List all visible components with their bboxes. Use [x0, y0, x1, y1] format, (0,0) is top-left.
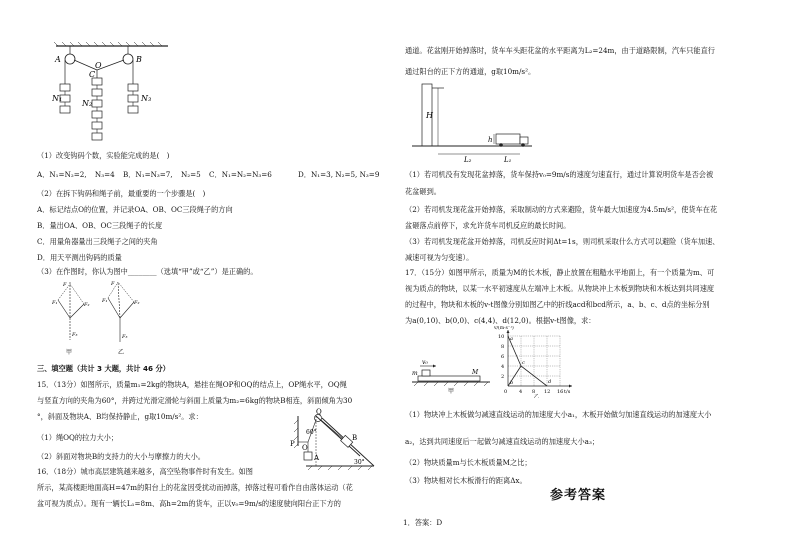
p16-line-2: 所示，某高楼距地面高H=47m的阳台上的花盆因受扰动而掉落，掉落过程可看作自由落体运动（花 [37, 483, 353, 492]
incline-pulley-figure [288, 408, 378, 473]
vt-xtick-12: 12 [544, 389, 551, 395]
q1-text: （1）改变钩码个数，实验能完成的是( ) [37, 151, 170, 160]
p17-line-3: 的过程中，物块和木板的v-t图像分别如图乙中的折线acd和bcd所示，a、b、c、d点的坐标分别 [405, 300, 710, 309]
fig15-o: O [302, 444, 308, 452]
vt-point-c: c [522, 360, 525, 366]
section-heading: 三、填空题（共计 3 大题，共计 46 分） [37, 364, 170, 373]
vt-xaxis-label: t/s [564, 389, 571, 395]
svg-text:F₃: F₃ [122, 334, 128, 340]
vt-point-d: d [548, 379, 552, 385]
caption-yi: 乙 [118, 349, 125, 356]
vt-ytick-8: 8 [501, 344, 505, 350]
p15-line-2: 与竖直方向的夹角为60°，并跨过光滑定滑轮与斜面上质量为m₂=6kg的物块B相连，斜面倾角为30 [37, 396, 353, 405]
vt-xtick-0: 0 [504, 389, 508, 395]
p17-q2: （2）物块质量m与长木板质量M之比； [405, 458, 532, 467]
fig17-v0: v₀ [422, 359, 428, 366]
svg-text:F₂: F₂ [134, 300, 140, 306]
q1-options-abc: A．N₁=N₂=2, N₃=4 B．N₁=N₃=7, N₂=5 C．N₁=N₂=N₃=6 [37, 170, 272, 179]
fig16-L2: L₂ [464, 156, 472, 164]
fig17-M: M [472, 369, 479, 376]
fig15-ang30: 30° [354, 459, 365, 466]
answers-title: 参考答案 [550, 488, 607, 503]
label-b: B [136, 55, 142, 64]
p16-line-1: 16．（18分）城市高层建筑越来越多，高空坠物事件时有发生。如图 [37, 467, 253, 476]
answer-1: 1．答案：D [403, 518, 443, 527]
p16-cont-line-1: 通道。花盆刚开始掉落时，货车车头距花盆的水平距离为L₂=24m，由于道路限制，汽车只能直行 [405, 46, 715, 55]
vt-yaxis-label: v/(m·s⁻¹) [494, 326, 514, 331]
q2-text: （2）在拆下钩码和绳子前，最重要的一个步骤是( ) [37, 189, 206, 198]
vt-xtick-16: 16 [557, 389, 564, 395]
vt-xtick-8: 8 [532, 389, 536, 395]
fig15-q: Q [316, 408, 322, 416]
p17-q3: （3）物块相对长木板滑行的距离Δx。 [405, 476, 527, 485]
vt-caption-yi: 乙 [534, 394, 540, 398]
p16-q2-line-1: （2）若司机发现花盆开始掉落，采取制动的方式来避险，货车最大加速度为4.5m/s²，使货车在花 [405, 205, 718, 214]
vt-ytick-10: 10 [498, 334, 505, 340]
p15-q2: （2）斜面对物块B的支持力的大小与摩擦力的大小。 [37, 452, 205, 461]
p17-line-4: 为a(0,10)、b(0,0)、c(4,4)、d(12,0)。根据v-t图像，求： [405, 316, 596, 325]
p15-line-1: 15．（13分）如图所示，质量m₁=2kg的物块A，悬挂在绳OP和OQ的结点上，OP绳水平，OQ绳 [37, 380, 347, 389]
fig17-m: m [412, 370, 418, 377]
fig16-H: H [426, 111, 433, 120]
caption-jia: 甲 [66, 349, 73, 356]
q1-option-d: D．N₁=3, N₂=5, N₃=9 [298, 170, 380, 179]
label-c: C [89, 70, 96, 79]
q3-text: （3）在作图时，你认为图中________（选填“甲”或“乙”）是正确的。 [37, 267, 258, 276]
p16-line-3: 盆可视为质点）。现有一辆长L₁=8m、高h=2m的货车，正以v₀=9m/s的速度驶向阳台正下方的 [37, 499, 341, 508]
p17-line-2: 视为质点的物块，以某一水平初速度从左端冲上木板。从物块冲上木板到物块和木板达到共同速度 [405, 284, 715, 293]
q2-option-d: D．用天平测出钩码的质量 [37, 253, 122, 262]
label-n3: N₃ [141, 94, 152, 103]
vt-point-b: b [510, 380, 514, 386]
q2-option-c: C．用量角器量出三段绳子之间的夹角 [37, 237, 158, 246]
p16-cont-line-2: 通过阳台的正下方的通道，g取10m/s²。 [405, 67, 536, 76]
vt-ytick-4: 4 [501, 364, 505, 370]
svg-text:F: F [63, 282, 67, 288]
svg-text:F₁: F₁ [52, 300, 58, 306]
p15-q1: （1）绳OQ的拉力大小； [37, 433, 119, 442]
p17-q1-line-1: （1）物块冲上木板做匀减速直线运动的加速度大小a₁，木板开始做匀加速直线运动的加速度大小 [405, 410, 712, 419]
svg-text:F₃: F₃ [72, 332, 78, 338]
fig16-h: h [488, 136, 493, 144]
p15-line-3: °，斜面及物块A、B均保持静止，g取10m/s²。求： [37, 412, 203, 421]
q2-option-a: A．标记结点O的位置，并记录OA、OB、OC三段绳子的方向 [37, 205, 233, 214]
fig15-a: A [314, 454, 320, 462]
fig17-jia: 甲 [448, 388, 455, 394]
vt-graph [494, 326, 576, 398]
vt-xtick-4: 4 [519, 389, 523, 395]
fig15-ang60: 60° [306, 429, 317, 436]
svg-text:F₂: F₂ [84, 302, 90, 308]
svg-text:F₁: F₁ [102, 298, 108, 304]
vt-point-a: a [510, 336, 513, 342]
fig15-p: P [290, 440, 295, 448]
svg-text:F: F [111, 281, 115, 287]
p17-q1-line-2: a₂，达到共同速度后一起做匀减速直线运动的加速度大小a₃； [405, 437, 600, 446]
p16-q2-line-2: 盆砸落点前停下，求允许货车司机反应的最长时间。 [405, 221, 571, 230]
building-truck-figure [408, 82, 538, 164]
p17-line-1: 17．（15分）如图甲所示，质量为M的长木板，静止放置在粗糙水平地面上，有一个质量为m、可 [405, 268, 715, 277]
force-diagram-jia [52, 278, 92, 348]
p16-q3-line-1: （3）若司机发现花盆开始掉落，司机反应时间Δt=1s，则司机采取什么方式可以避险（货车加速、 [405, 237, 720, 246]
board-block-figure [410, 358, 492, 394]
label-a: A [55, 55, 61, 64]
fig16-L1: L₁ [504, 156, 512, 164]
label-n2: N₂ [82, 99, 93, 108]
p16-q3-line-2: 减速可视为匀变速）。 [405, 253, 474, 262]
hanging-weights-figure [52, 40, 172, 148]
label-n1: N₁ [52, 94, 63, 103]
fig15-b: B [352, 434, 358, 442]
p16-q1-line-2: 花盆砸到。 [405, 187, 441, 196]
q2-option-b: B．量出OA、OB、OC三段绳子的长度 [37, 221, 163, 230]
label-o: O [95, 61, 102, 70]
p16-q1-line-1: （1）若司机没有发现花盆掉落，货车保持v₀=9m/s的速度匀速直行，通过计算说明货车是否会被 [405, 170, 714, 179]
force-diagram-yi [102, 278, 142, 348]
vt-ytick-2: 2 [501, 374, 505, 380]
vt-ytick-6: 6 [501, 354, 505, 360]
